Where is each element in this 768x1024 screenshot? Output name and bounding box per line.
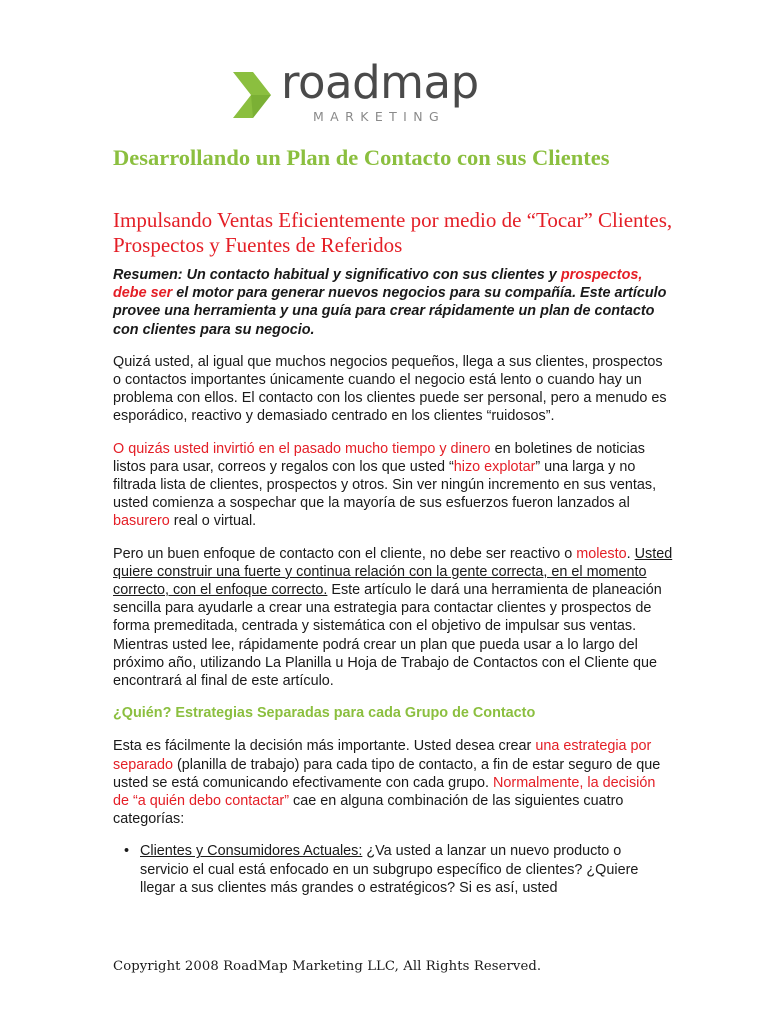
summary-text-cont: el motor para generar nuevos negocios para su compañía. Este artículo provee una herramienta y una guía para crear rápidamente un plan de contacto con clientes para su negocio.: [113, 285, 667, 338]
summary-highlight: prospectos, debe ser: [113, 267, 643, 302]
paragraph-newsletters: [113, 440, 673, 531]
highlight-trash: basurero: [113, 513, 170, 530]
paragraph-decision: [113, 737, 673, 828]
paragraph-text: Pero un buen enfoque de contacto con el cliente, no debe ser reactivo o: [113, 545, 577, 562]
highlight-exploded: hizo explotar: [453, 458, 536, 475]
logo-wordmark: roadmap: [281, 56, 479, 109]
logo-tagline: MARKETING: [313, 109, 446, 124]
paragraph-text: Este artículo le dará una herramienta de planeación sencilla para ayudarle a crear una estrategia para contactar clientes y prospectos de forma premeditada, centrada y sistemática con el objetivo de impulsar sus ventas. Mientras usted lee, rápidamente podrá crear un plan que pueda usar a lo largo del próximo año, utilizando La Planilla u Hoja de Trabajo de Contactos con el Cliente que encontrará al final de este artículo.: [113, 582, 662, 690]
underlined-key-sentence: Usted quiere construir una fuerte y continua relación con la gente correcta, en el momento correcto, con el enfoque correcto.: [113, 545, 673, 599]
paragraph-text: ” una larga y no filtrada lista de clientes, prospectos y otros. Sin ver ningún incremento en sus ventas, usted comienza a sospechar que la mayoría de sus esfuerzos fueron lanzados al: [113, 458, 657, 512]
summary-paragraph: [113, 266, 673, 339]
highlight-who-to-contact: Normalmente, la decisión de “a quién debo contactar”: [113, 774, 656, 810]
highlight-annoying: molesto: [576, 545, 627, 562]
category-list: [113, 842, 673, 897]
document-subtitle: Impulsando Ventas Eficientemente por medio de “Tocar” Clientes, Prospectos y Fuentes de Referidos: [113, 208, 673, 257]
document-title: Desarrollando un Plan de Contacto con sus Clientes: [113, 145, 610, 170]
article-body: [113, 266, 673, 897]
paragraph-text: en boletines de noticias listos para usar, correos y regalos con los que usted “: [113, 440, 645, 475]
list-item-label: Clientes y Consumidores Actuales:: [140, 843, 363, 860]
list-item: [124, 842, 673, 897]
list-item-text: ¿Va usted a lanzar un nuevo producto o servicio el cual está enfocado en un subgrupo específico de clientes? ¿Quiere llegar a sus clientes más grandes o estratégicos? Si es así, usted: [140, 843, 639, 896]
paragraph-approach: [113, 545, 673, 691]
chevron-arrow-icon: [231, 72, 279, 118]
highlight-separate-strategy: una estrategia por separado: [113, 738, 652, 773]
copyright-footer: Copyright 2008 RoadMap Marketing LLC, All Rights Reserved.: [113, 959, 542, 974]
paragraph-text: real o virtual.: [169, 513, 257, 530]
roadmap-marketing-logo: [231, 56, 491, 130]
paragraph-text: (planilla de trabajo) para cada tipo de contacto, a fin de estar seguro de que usted se está comunicando efectivamente con cada grupo.: [113, 756, 661, 791]
paragraph-text: Esta es fácilmente la decisión más importante. Usted desea crear: [113, 738, 536, 755]
highlight-invested: O quizás usted invirtió en el pasado mucho tiempo y dinero: [113, 440, 491, 457]
paragraph-text: .: [626, 545, 635, 562]
paragraph-text: cae en alguna combinación de las siguientes cuatro categorías:: [113, 793, 624, 828]
summary-text: Resumen: Un contacto habitual y significativo con sus clientes y: [113, 267, 561, 283]
bullet-icon: •: [124, 843, 130, 860]
paragraph-intro: Quizá usted, al igual que muchos negocios pequeños, llega a sus clientes, prospectos o contactos importantes únicamente cuando el negocio está lento o cuando hay un problema con ellos. El contacto con los clientes puede ser personal, pero a menudo es esporádico, reactivo y demasiado centrado en los clientes “ruidosos”.: [113, 353, 667, 425]
section-heading-who: ¿Quién? Estrategias Separadas para cada Grupo de Contacto: [113, 705, 536, 722]
